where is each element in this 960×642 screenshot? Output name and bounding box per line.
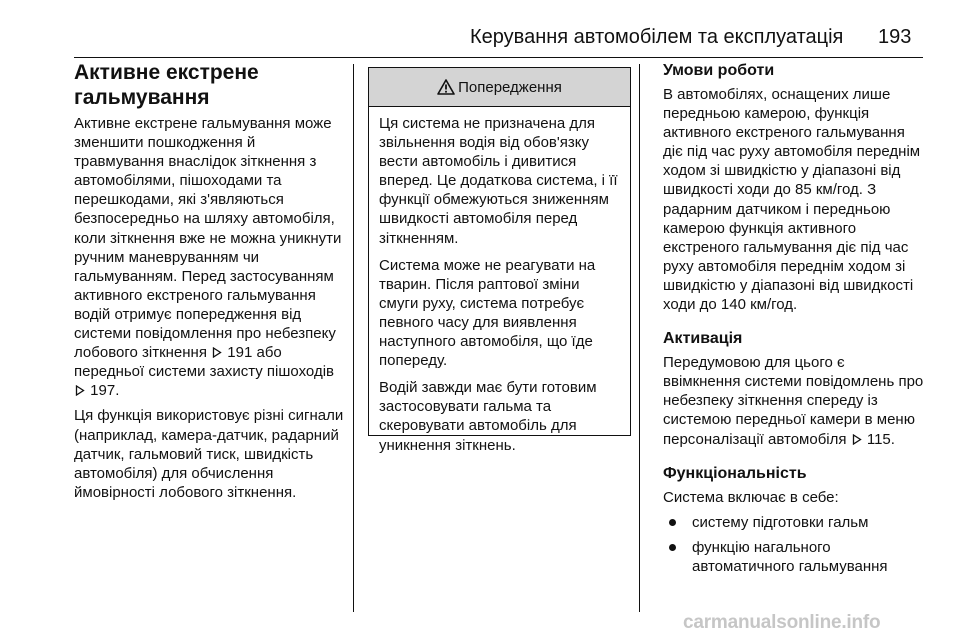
activation-text: Передумовою для цього є ввімкнення системи повідомлень про небезпеку зіткнення спереду із системою передньої камери в меню персоналізації автомобіля bbox=[663, 354, 924, 448]
activation-page-reference: 115. bbox=[866, 430, 895, 448]
functionality-list bbox=[663, 513, 925, 576]
page-number: 193 bbox=[878, 26, 912, 48]
watermark: carmanualsonline.info bbox=[683, 612, 881, 633]
warning-paragraph-2: Система може не реагувати на тварин. Після раптової зміни смуги руху, система потребує певного часу для виявлення наступного автомобіля, що їде попереду. bbox=[379, 256, 596, 370]
left-column bbox=[74, 60, 346, 508]
bullet-icon bbox=[669, 519, 676, 526]
heading-operating-conditions: Умови роботи bbox=[663, 62, 775, 79]
functionality-intro: Система включає в себе: bbox=[663, 488, 839, 506]
warning-header bbox=[369, 68, 630, 107]
heading-activation: Активація bbox=[663, 330, 743, 348]
intro-paragraph bbox=[74, 114, 346, 400]
header-divider bbox=[74, 57, 923, 58]
warning-body bbox=[369, 107, 630, 455]
heading-functionality: Функціональність bbox=[663, 464, 807, 482]
page-header-title: Керування автомобілем та експлуатація bbox=[470, 26, 844, 48]
bullet-icon bbox=[669, 544, 676, 551]
warning-triangle-icon bbox=[437, 79, 455, 95]
warning-title: Попередження bbox=[458, 78, 562, 96]
intro-text-end: 197. bbox=[90, 382, 120, 400]
warning-paragraph-1: Ця система не призначена для звільнення водія від обов'язку вести автомобіль і дивитися вперед. Це додаткова система, і її функції обмежуються зниженням швидкості автомобіля перед зіткненням. bbox=[379, 115, 618, 247]
intro-text-reference: 191 або передньої системи захисту пішоходів bbox=[74, 344, 334, 381]
intro-text: Активне екстрене гальмування може зменшити пошкодження й травмування внаслідок зіткнення з автомобілями, пішоходами та перешкодами, які з'являються безпосередньо на шляху автомобіля, коли зіткнення вже не можна уникнути ручним маневруванням чи гальмуванням. Перед застосуванням активного екстреного гальмування водій отримує попередження від системи повідомлення про небезпеку лобового зіткнення bbox=[74, 115, 342, 362]
right-column bbox=[663, 60, 925, 582]
list-item-text: систему підготовки гальм bbox=[692, 513, 869, 531]
list-item bbox=[663, 538, 925, 576]
list-item bbox=[663, 513, 925, 532]
list-item-text: функцію нагального автоматичного гальмування bbox=[692, 538, 888, 575]
column-divider-right bbox=[639, 64, 640, 612]
triangle-reference-icon bbox=[852, 434, 862, 445]
triangle-reference-icon bbox=[212, 347, 222, 358]
conditions-paragraph: В автомобілях, оснащених лише передньою камерою, функція активного екстреного гальмування діє під час руху автомобіля переднім ходом зі швидкістю у діапазоні від швидкості ходи до 85 км/год. З радарним датчиком і передньою камерою функція активного екстреного гальмування діє під час руху автомобіля переднім ходом зі швидкістю у діапазоні від швидкості ходи до 140 км/год. bbox=[663, 86, 921, 314]
activation-paragraph bbox=[663, 353, 925, 448]
warning-paragraph-3: Водій завжди має бути готовим застосовувати гальма та скеровувати автомобіль для уникнення зіткнень. bbox=[379, 379, 597, 454]
triangle-reference-icon bbox=[75, 385, 85, 396]
signals-paragraph: Ця функція використовує різні сигнали (наприклад, камера-датчик, радарний датчик, гальмовий тиск, швидкість автомобіля) для обчислення ймовірності лобового зіткнення. bbox=[74, 407, 344, 501]
warning-box bbox=[368, 67, 631, 454]
section-heading-active-braking: Активне екстрене гальмування bbox=[74, 61, 259, 109]
column-divider-left bbox=[353, 64, 354, 612]
